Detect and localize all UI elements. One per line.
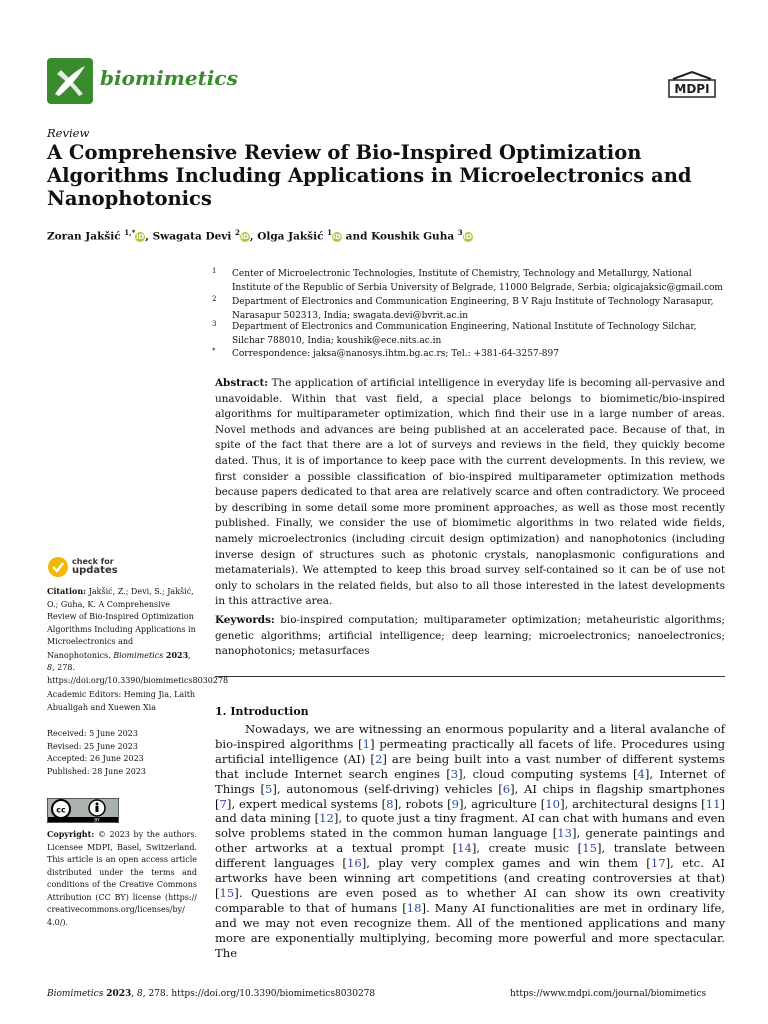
abstract xyxy=(215,376,725,610)
check-for-updates-label[interactable]: check for updates xyxy=(72,557,118,576)
reference-link[interactable]: 7 xyxy=(219,796,227,811)
correspondence: * Correspondence: jaksa@nanosys.ihtm.bg.ac.rs; Tel.: +381-64-3257-897 xyxy=(212,347,559,359)
reference-link[interactable]: 8 xyxy=(386,796,394,811)
reference-link[interactable]: 15 xyxy=(219,885,235,900)
reference-link[interactable]: 3 xyxy=(450,766,459,781)
abstract-label: Abstract: xyxy=(215,377,269,389)
reference-link[interactable]: 4 xyxy=(637,766,645,781)
reference-link[interactable]: 5 xyxy=(265,781,273,796)
reference-link[interactable]: 18 xyxy=(406,900,422,915)
intro-text: ], expert medical systems [ xyxy=(226,796,387,811)
keywords-label: Keywords: xyxy=(215,614,275,626)
copyright-notice: Copyright: © 2023 by the authors. Licensee MDPI, Basel, Switzerland. This article is an open access article distributed under the terms and conditions of the Creative Commons Attribution (CC BY) license (https:// creativecommons.org/licenses/by/ 4.0/). xyxy=(47,829,197,927)
reference-link[interactable]: 9 xyxy=(451,796,459,811)
intro-text: ], translate between different languages [ xyxy=(215,841,726,871)
footer-journal-url[interactable]: https://www.mdpi.com/journal/biomimetics xyxy=(510,989,707,999)
intro-text: ], cloud computing systems [ xyxy=(458,766,638,781)
orcid-icon[interactable]: iD xyxy=(136,232,145,241)
intro-text: ], architectural designs [ xyxy=(560,796,706,811)
author-name: Zoran Jakšić xyxy=(47,230,121,243)
intro-text: ], robots [ xyxy=(393,796,452,811)
orcid-icon[interactable]: iD xyxy=(240,232,249,241)
intro-text: ], play very complex games and win them [ xyxy=(361,856,651,871)
orcid-icon[interactable]: iD xyxy=(332,232,342,241)
author-list: Zoran Jakšić $^{1,*}$iD, Swagata Devi $^2$iD, Olga Jakšić $^1$iD and Koushik Guha $^3$iD xyxy=(47,228,472,243)
reference-link[interactable]: 2 xyxy=(374,751,383,766)
divider xyxy=(215,676,725,677)
intro-text: Nowadays, we are witnessing an enormous popularity and a literal avalanche of bio-inspired algorithms [ xyxy=(215,722,725,751)
intro-text: ], Internet of Things [ xyxy=(215,766,725,796)
intro-text: ], etc. AI artworks have been winning art competitions (and creating controversies at that) [ xyxy=(215,856,725,900)
reference-link[interactable]: 6 xyxy=(502,781,511,796)
orcid-icon[interactable]: iD xyxy=(463,232,472,241)
reference-link[interactable]: 12 xyxy=(319,811,334,826)
section-heading: 1. Introduction xyxy=(215,705,309,718)
biomimetics-logo-icon xyxy=(47,58,93,104)
introduction-paragraph xyxy=(215,722,725,961)
cc-by-label: BY xyxy=(94,818,100,823)
keywords xyxy=(215,613,725,660)
author-name: Swagata Devi xyxy=(152,230,232,243)
article-dates: Received: 5 June 2023 Revised: 25 June 2023 Accepted: 26 June 2023 Published: 28 June 2023 xyxy=(47,729,146,776)
intro-text: ]. Questions are even posed as to whether AI can show its own creativity comparable to that of humans [ xyxy=(215,885,725,915)
affiliation: 2 Department of Electronics and Communication Engineering, B V Raju Institute of Technology Narasapur, Narasapur 502313, India; swagata.devi@bvrit.ac.in xyxy=(212,295,714,321)
affiliation: 3 Department of Electronics and Communication Engineering, National Institute of Technology Silchar, Silchar 788010, India; koushik@ece.nits.ac.in xyxy=(212,320,697,346)
intro-text: ] are being built into a vast number of different systems that include Internet search engines [ xyxy=(215,751,725,781)
author-name: Koushik Guha xyxy=(371,230,455,243)
intro-text: ], agriculture [ xyxy=(458,796,546,811)
abstract-text: The application of artificial intelligence in everyday life is becoming all-pervasive and unavoidable. Within that vast field, a special place belongs to biomimetic/bio-inspired algorithms for multiparameter optimization, which find their use in a large number of areas. Novel methods and advances are being published at an accelerated pace. Because of that, in spite of the fact that there are a lot of surveys and reviews in the field, they quickly become dated. Thus, it is of importance to keep pace with the current developments. In this review, we first consider a possible classification of bio-inspired multiparameter optimization methods because papers dedicated to that area are relatively scarce and often contradictory. We proceed by describing in some detail some more prominent approaches, as well as those most recently published. Finally, we consider the use of biomimetic algorithms in two related wide fields, namely microelectronics (including circuit design optimization) and nanophotonics (including inverse design of structures such as photonic crystals, nanoplasmonic configurations and metamaterials). We attempted to keep this broad survey self-contained so it can be of use not only to scholars in the related fields, but also to all those interested in the latest developments in this attractive area. xyxy=(215,377,725,608)
footer-citation: Biomimetics 2023, 8, 278. https://doi.org/10.3390/biomimetics8030278 xyxy=(47,989,376,999)
reference-link[interactable]: 13 xyxy=(557,826,573,841)
intro-text: ], AI chips in flagship smartphones [ xyxy=(215,781,725,811)
cc-by-license-icon[interactable] xyxy=(47,798,119,823)
intro-text: ], to quote just a tiny fragment. AI can chat with humans and even solve problems stated in the common human language [ xyxy=(215,811,725,841)
mdpi-logo-icon xyxy=(667,71,717,99)
article-type: Review xyxy=(47,126,90,140)
reference-link[interactable]: 10 xyxy=(545,796,561,811)
journal-name: biomimetics xyxy=(100,66,238,90)
reference-link[interactable]: 14 xyxy=(457,841,472,856)
intro-text: ], generate paintings and other artworks at a textual prompt [ xyxy=(215,826,725,856)
intro-text: ]. Many AI functionalities are met in ordinary life, and we may not even recognize them. All of the mentioned applications and many more are exponentially multiplying, becoming more powerful and more spectacular. The xyxy=(215,900,725,960)
mdpi-logo-text: MDPI xyxy=(674,82,710,96)
author-name: Olga Jakšić xyxy=(257,230,324,243)
svg-text:cc: cc xyxy=(56,805,66,815)
reference-link[interactable]: 15 xyxy=(582,841,597,856)
reference-link[interactable]: 1 xyxy=(362,736,371,751)
article-title: A Comprehensive Review of Bio-Inspired Optimization Algorithms Including Applications in Microelectronics and Nanophotonics xyxy=(47,141,692,210)
citation: Citation: Jakšić, Z.; Devi, S.; Jakšić, O.; Guha, K. A Comprehensive Review of Bio-Inspired Optimization Algorithms Including Applications in Microelectronics and Nanophotonics. Biomimetics 2023, 8, 278. https://doi.org/10.3390/biomimetics8030278 xyxy=(47,586,229,685)
reference-link[interactable]: 16 xyxy=(346,856,362,871)
affiliation: 1 Center of Microelectronic Technologies, Institute of Chemistry, Technology and Metallurgy, National Institute of the Republic of Serbia University of Belgrade, 11000 Belgrade, Serbia; olgicajaksic@gmail.com xyxy=(212,267,723,293)
intro-text: ], create music [ xyxy=(471,841,583,856)
intro-text: ] and data mining [ xyxy=(215,796,725,826)
reference-link[interactable]: 11 xyxy=(705,796,721,811)
keywords-text: bio-inspired computation; multiparameter optimization; metaheuristic algorithms; genetic algorithms; artificial intelligence; deep learning; microelectronics; nanoelectronics; nanophotonics; metasurfaces xyxy=(215,614,725,658)
academic-editors: Academic Editors: Heming Jia, Laith Abualigah and Xuewen Xia xyxy=(47,690,196,712)
intro-text: ], autonomous (self-driving) vehicles [ xyxy=(272,781,503,796)
check-for-updates-icon[interactable] xyxy=(47,556,69,578)
reference-link[interactable]: 17 xyxy=(650,856,666,871)
intro-text: ] permeating practically all facets of life. Procedures using artificial intelligence (AI) [ xyxy=(215,736,726,766)
